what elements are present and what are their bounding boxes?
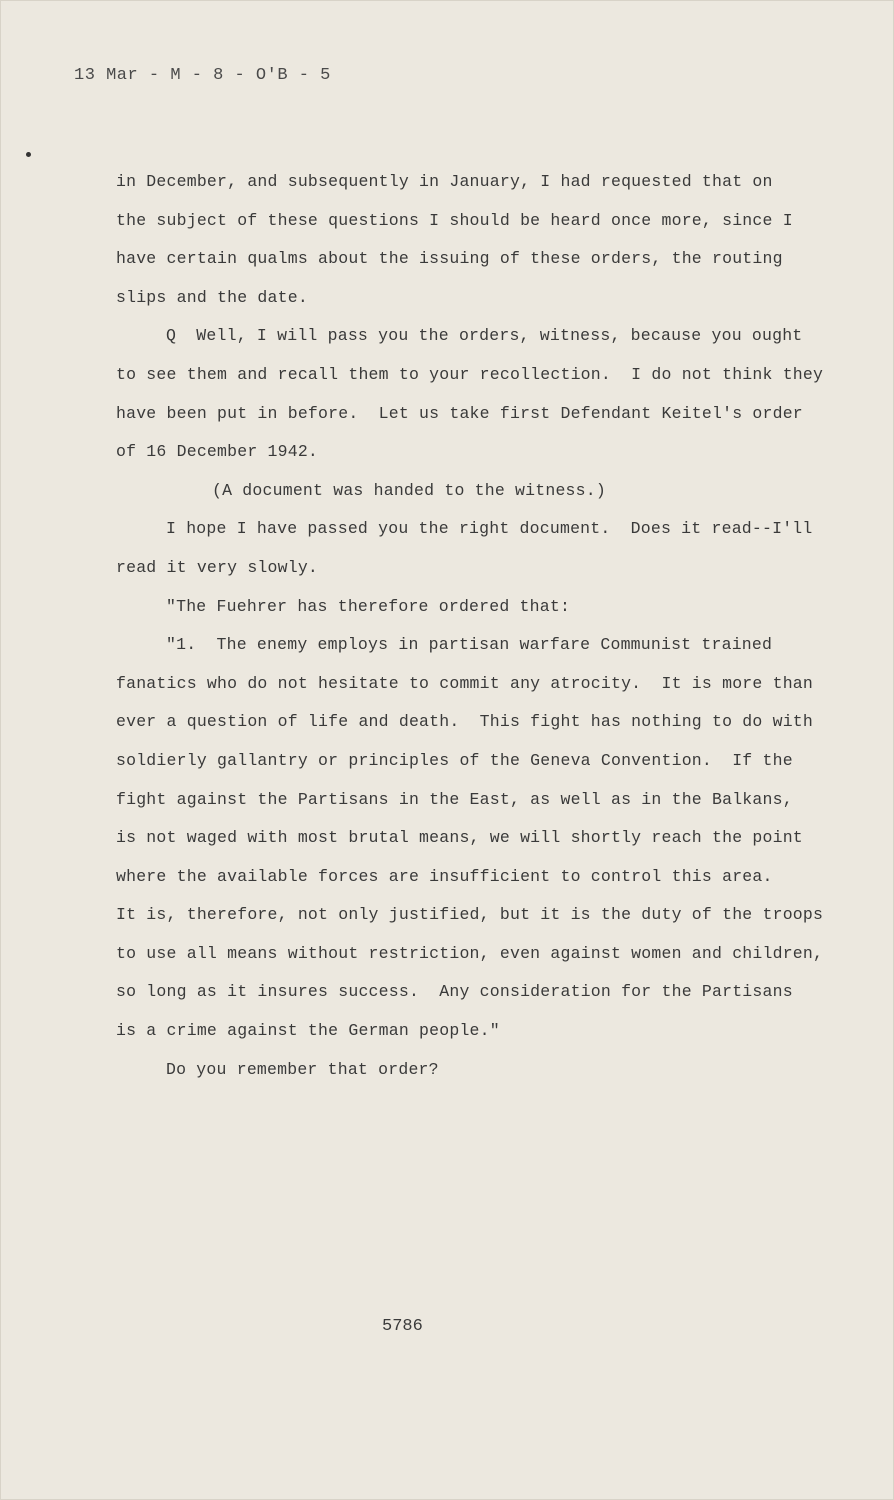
page-header: 13 Mar - M - 8 - O'B - 5 (74, 66, 331, 85)
text-line: so long as it insures success. Any consideration for the Partisans (116, 982, 793, 1002)
text-line: have been put in before. Let us take first Defendant Keitel's order (116, 403, 803, 423)
text-line: fight against the Partisans in the East, as well as in the Balkans, (116, 789, 793, 809)
text-line: (A document was handed to the witness.) (212, 480, 606, 500)
text-line: Do you remember that order? (166, 1059, 439, 1079)
text-line: fanatics who do not hesitate to commit any atrocity. It is more than (116, 673, 814, 693)
text-line: I hope I have passed you the right document. Does it read--I'll (166, 519, 813, 539)
text-line: in December, and subsequently in January, I had requested that on (116, 172, 773, 191)
text-line: to use all means without restriction, even against women and children, (116, 943, 824, 963)
text-line: of 16 December 1942. (116, 442, 319, 462)
text-line: to see them and recall them to your recollection. I do not think they (116, 364, 824, 384)
transcript-body (116, 163, 824, 1089)
text-line: Q Well, I will pass you the orders, witness, because you ought (166, 326, 803, 346)
text-line: "1. The enemy employs in partisan warfare Communist trained (166, 635, 773, 655)
text-line: is not waged with most brutal means, we will shortly reach the point (116, 828, 803, 848)
text-line: It is, therefore, not only justified, but it is the duty of the troops (116, 905, 824, 925)
text-line: slips and the date. (116, 287, 308, 307)
margin-dot (26, 152, 31, 157)
text-line: have certain qualms about the issuing of these orders, the routing (116, 249, 783, 269)
text-line: soldierly gallantry or principles of the Geneva Convention. If the (116, 750, 793, 770)
text-line: "The Fuehrer has therefore ordered that: (166, 596, 571, 616)
text-line: where the available forces are insufficient to control this area. (116, 866, 773, 886)
text-line: read it very slowly. (116, 557, 319, 577)
text-line: ever a question of life and death. This fight has nothing to do with (116, 712, 814, 732)
text-line: is a crime against the German people." (116, 1021, 500, 1041)
text-line: the subject of these questions I should be heard once more, since I (116, 210, 793, 230)
page-number: 5786 (382, 1317, 423, 1336)
